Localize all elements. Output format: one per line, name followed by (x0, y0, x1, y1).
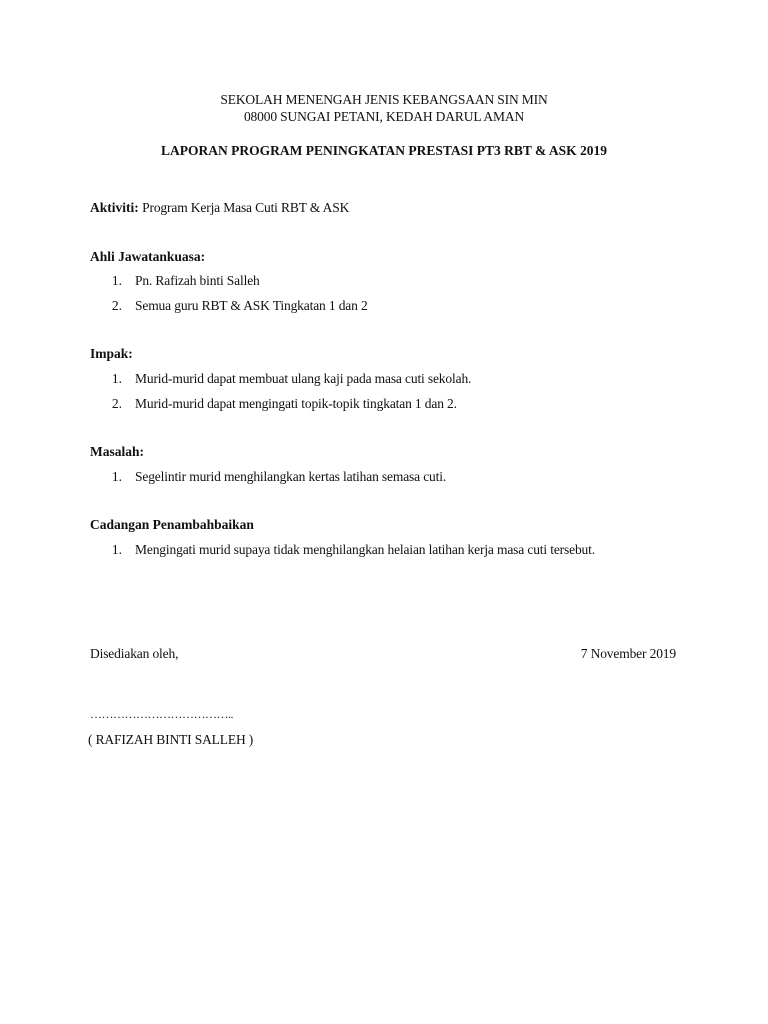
activity-line (90, 200, 349, 216)
list-text: Mengingati murid supaya tidak menghilangkan helaian latihan kerja masa cuti tersebut. (135, 542, 595, 557)
report-date: 7 November 2019 (580, 646, 676, 661)
list-text: Murid-murid dapat membuat ulang kaji pada masa cuti sekolah. (135, 371, 472, 386)
list-number: 1. (111, 469, 122, 484)
committee-heading: Ahli Jawatankuasa: (90, 249, 206, 264)
school-address: 08000 SUNGAI PETANI, KEDAH DARUL AMAN (243, 109, 525, 124)
prepared-by-label: Disediakan oleh, (90, 646, 179, 661)
list-number: 1. (111, 273, 122, 288)
signatory-name: ( RAFIZAH BINTI SALLEH ) (88, 732, 254, 747)
list-number: 1. (111, 371, 122, 386)
list-text: Pn. Rafizah binti Salleh (135, 273, 260, 288)
problems-heading: Masalah: (90, 444, 144, 459)
school-name: SEKOLAH MENENGAH JENIS KEBANGSAAN SIN MIN (220, 92, 548, 107)
list-number: 1. (111, 542, 122, 557)
list-text: Semua guru RBT & ASK Tingkatan 1 dan 2 (135, 298, 368, 313)
list-number: 2. (111, 396, 122, 411)
suggestions-heading: Cadangan Penambahbaikan (90, 517, 254, 532)
activity-label: Aktiviti: (90, 200, 139, 215)
report-title: LAPORAN PROGRAM PENINGKATAN PRESTASI PT3 RBT & ASK 2019 (160, 143, 608, 158)
list-text: Segelintir murid menghilangkan kertas latihan semasa cuti. (135, 469, 447, 484)
activity-value: Program Kerja Masa Cuti RBT & ASK (142, 200, 350, 215)
impact-heading: Impak: (90, 346, 133, 361)
list-number: 2. (111, 298, 122, 313)
list-text: Murid-murid dapat mengingati topik-topik tingkatan 1 dan 2. (135, 396, 457, 411)
signature-line: ……………………………….. (90, 707, 233, 721)
